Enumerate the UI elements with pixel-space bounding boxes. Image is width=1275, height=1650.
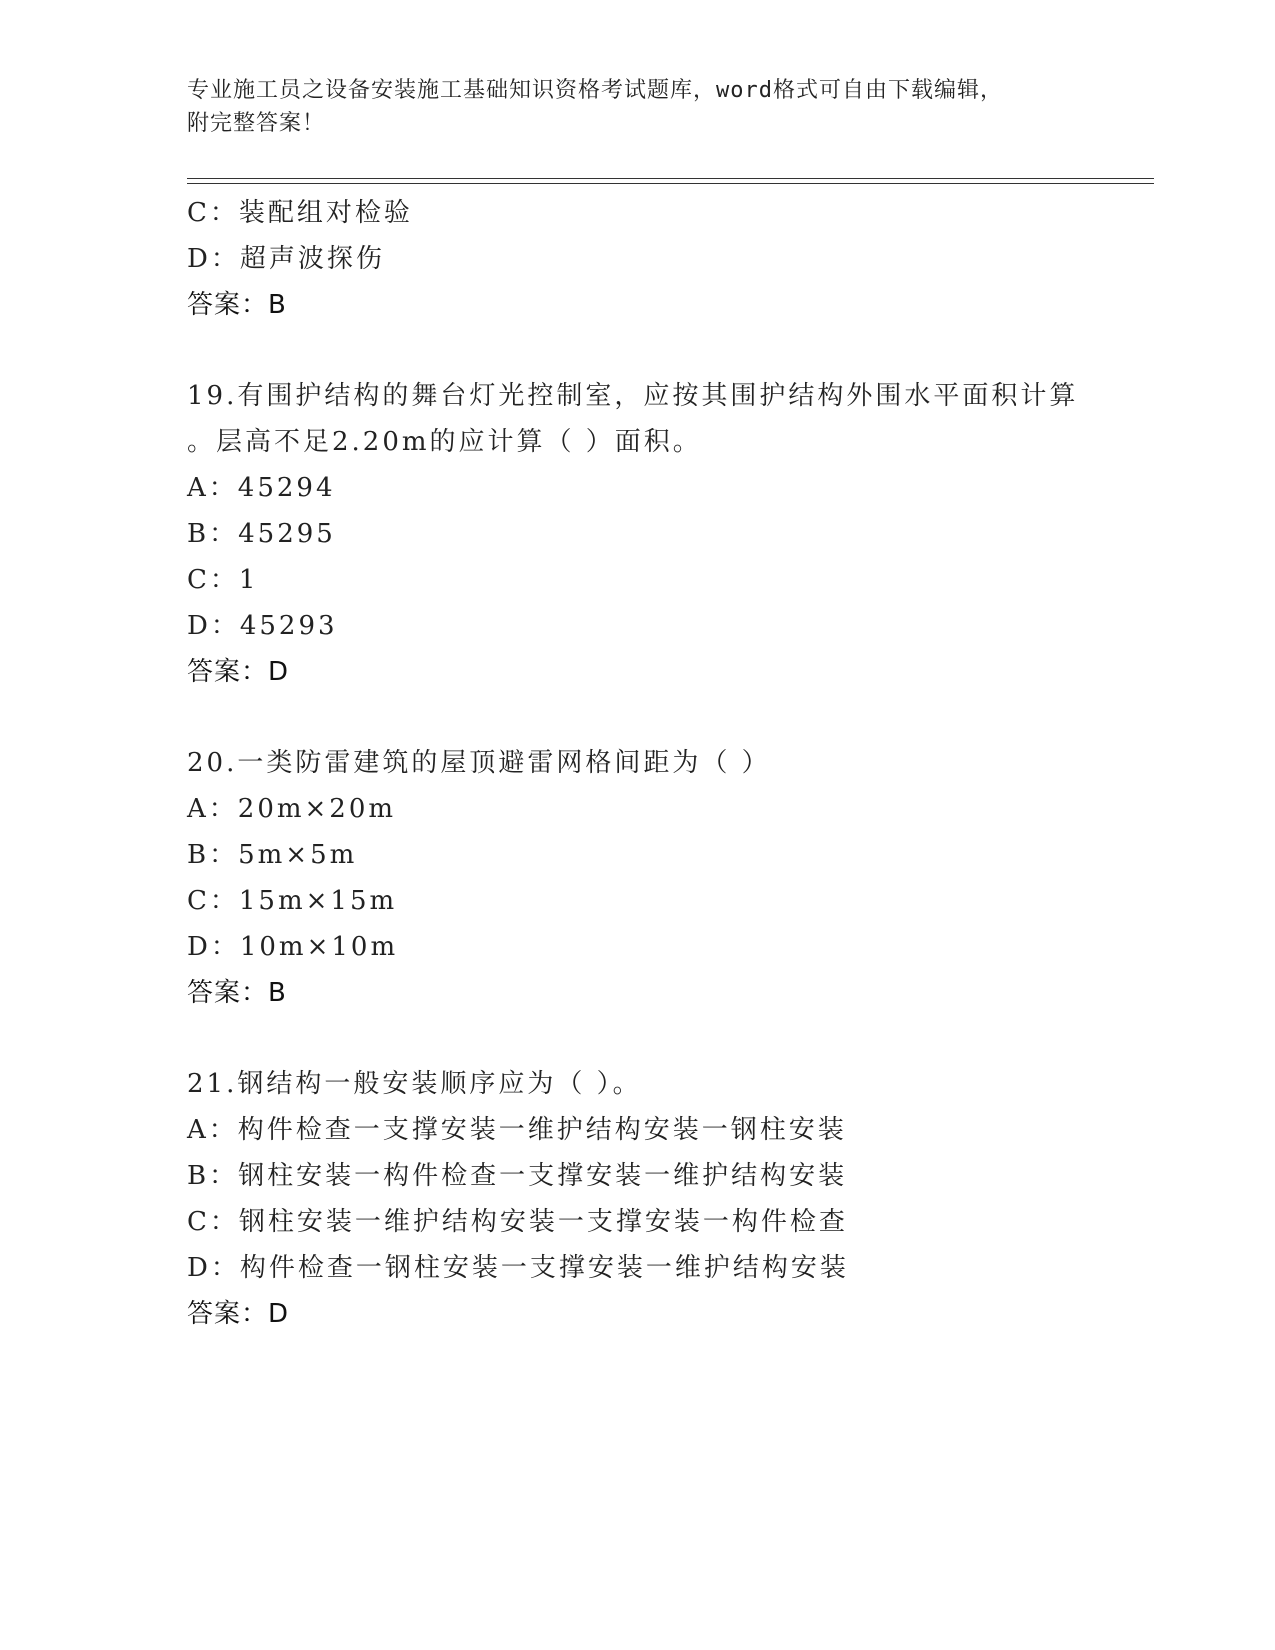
answer-label: 答案：D <box>187 657 290 687</box>
document-header <box>187 74 1087 140</box>
answer-label: 答案：B <box>187 978 287 1008</box>
option-c: C：装配组对检验 <box>187 198 413 228</box>
question-spacer <box>187 695 1154 740</box>
option-c: C：钢柱安装一维护结构安装一支撑安装一构件检查 <box>187 1207 848 1237</box>
option-a: A：构件检查一支撑安装一维护结构安装一钢柱安装 <box>187 1115 847 1145</box>
question-block-18 <box>187 190 1154 328</box>
header-line-1: 专业施工员之设备安装施工基础知识资格考试题库，word格式可自由下载编辑， <box>187 78 1003 103</box>
question-list <box>187 190 1154 1337</box>
answer-label: 答案：B <box>187 290 287 320</box>
option-c: C：15m×15m <box>187 886 398 916</box>
question-spacer <box>187 328 1154 373</box>
option-d: D：10m×10m <box>187 932 399 962</box>
option-d: D：超声波探伤 <box>187 244 385 274</box>
answer-label: 答案：D <box>187 1299 290 1329</box>
option-d: D：构件检查一钢柱安装一支撑安装一维护结构安装 <box>187 1253 849 1283</box>
question-text-line-1: 20.一类防雷建筑的屋顶避雷网格间距为（ ） <box>187 748 771 778</box>
question-text-line-2: 。层高不足2.20m的应计算（ ）面积。 <box>187 427 702 457</box>
question-text-line-1: 21.钢结构一般安装顺序应为（ ）。 <box>187 1069 642 1099</box>
question-block-20 <box>187 740 1154 1016</box>
option-a: A：20m×20m <box>187 794 397 824</box>
header-line-2: 附完整答案！ <box>187 111 326 136</box>
option-c: C：1 <box>187 565 259 595</box>
option-b: B：45295 <box>187 519 336 549</box>
option-a: A：45294 <box>187 473 336 503</box>
option-d: D：45293 <box>187 611 338 641</box>
header-divider-bottom <box>187 183 1154 184</box>
question-block-21 <box>187 1061 1154 1337</box>
question-spacer <box>187 1016 1154 1061</box>
option-b: B：钢柱安装一构件检查一支撑安装一维护结构安装 <box>187 1161 848 1191</box>
question-text-line-1: 19.有围护结构的舞台灯光控制室，应按其围护结构外围水平面积计算 <box>187 381 1079 411</box>
question-block-19 <box>187 373 1154 695</box>
header-divider-top <box>187 178 1154 179</box>
option-b: B：5m×5m <box>187 840 358 870</box>
